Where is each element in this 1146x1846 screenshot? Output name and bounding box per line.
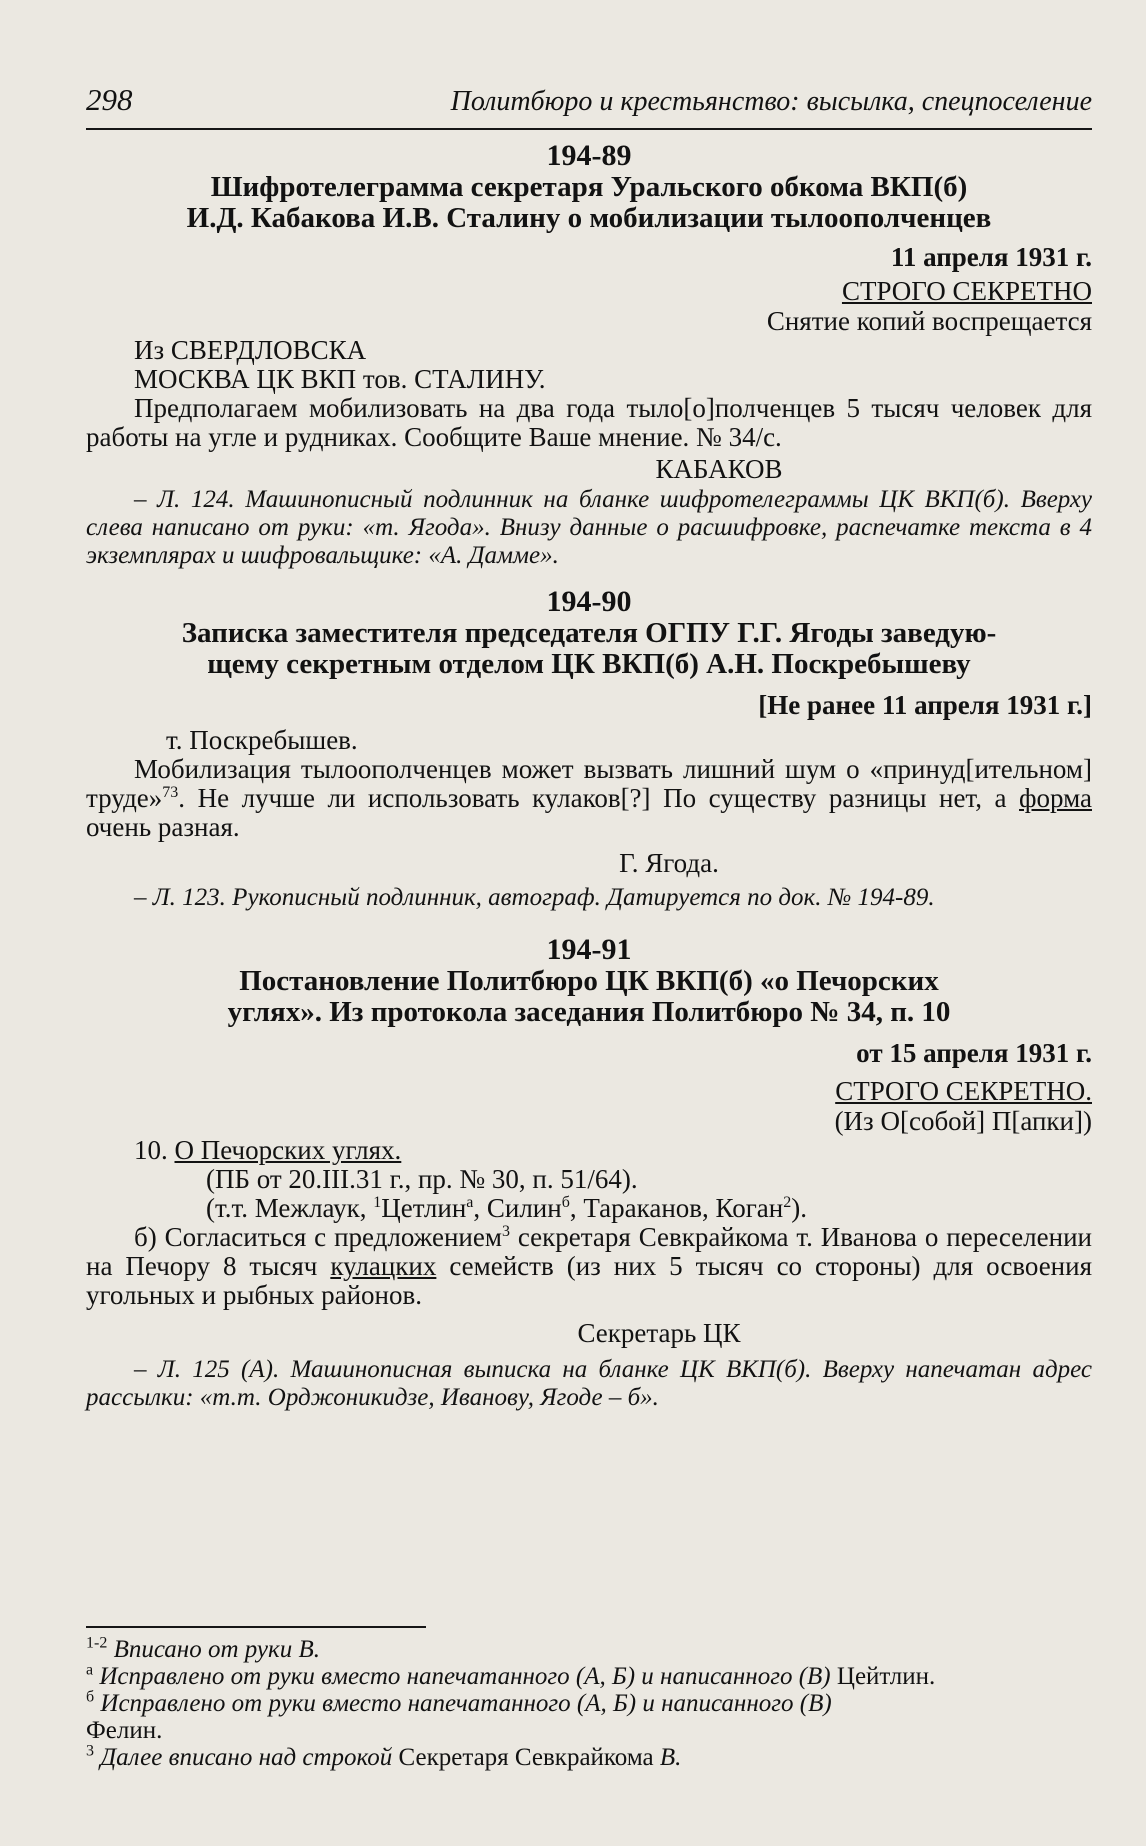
running-header <box>86 82 1092 130</box>
footnote-divider <box>86 1626 426 1628</box>
archival-note: – Л. 123. Рукописный подлинник, автограф. Датируется по док. № 194-89. <box>134 884 935 911</box>
document-number: 194-90 <box>546 585 632 618</box>
main-column <box>86 140 1092 1412</box>
footnote: $^3$ Далее вписано над строкой Секретаря Севкрайкома В. <box>86 1742 682 1771</box>
archival-note: – Л. 124. Машинописный подлинник на бланке шифротелеграммы ЦК ВКП(б). Вверху слева написано от руки: «т. Ягода». Внизу данные о расшифровке, распечатке текста в 4 экземплярах и шифровальщике: «А. Дамме». <box>86 486 1092 569</box>
document-body: Мобилизация тылоополченцев может вызвать лишний шум о «принуд[ительном] труде»$^{73}$. Не лучше ли использовать кулаков[?] По существу разницы нет, а форма очень разная. <box>86 754 1092 842</box>
secrecy-stamp: СТРОГО СЕКРЕТНО <box>841 276 1092 306</box>
footnote-ref: 3 <box>501 1223 510 1240</box>
document-194-90 <box>86 586 1092 912</box>
footnote-ref: 73 <box>162 784 179 801</box>
copy-restriction: Снятие копий воспрещается <box>766 306 1092 336</box>
document-title-line-2: И.Д. Кабакова И.В. Сталину о мобилизации тылоополченцев <box>186 202 992 234</box>
sender-line: Из СВЕРДЛОВСКА <box>134 335 367 365</box>
addressee: т. Поскребышев. <box>166 725 358 755</box>
footnotes <box>86 1636 1092 1771</box>
document-194-91 <box>86 934 1092 1412</box>
document-title-line-1: Постановление Политбюро ЦК ВКП(б) «о Печорских <box>239 965 939 997</box>
document-body: Предполагаем мобилизовать на два года тыло[о]полченцев 5 тысяч человек для работы на угле и рудниках. Сообщите Ваше мнение. № 34/с. <box>86 393 1092 452</box>
document-date: от 15 апреля 1931 г. <box>856 1038 1092 1068</box>
persons-line: (т.т. Межлаук, $^1$Цетлин$^а$, Силин$^б$, Тараканов, Коган$^2$). <box>206 1193 807 1223</box>
document-title-line-2: углях». Из протокола заседания Политбюро № 34, п. 10 <box>227 996 951 1028</box>
reference-line: (ПБ от 20.III.31 г., пр. № 30, п. 51/64). <box>206 1164 638 1194</box>
recipient-line: МОСКВА ЦК ВКП тов. СТАЛИНУ. <box>134 364 546 394</box>
page-number: 298 <box>86 82 133 117</box>
document-body: б) Согласиться с предложением$^3$ секретаря Севкрайкома т. Иванова о переселении на Печору 8 тысяч кулацких семейств (из них 5 тысяч со стороны) для освоения угольных и рыбных районов. <box>86 1222 1093 1310</box>
document-date: [Не ранее 11 апреля 1931 г.] <box>758 690 1092 720</box>
footnote: $^а$ Исправлено от руки вместо напечатанного (А, Б) и написанного (В) Цейтлин. <box>86 1661 936 1690</box>
running-title: Политбюро и крестьянство: высылка, спецпоселение <box>450 86 1092 117</box>
secrecy-stamp: СТРОГО СЕКРЕТНО. <box>835 1076 1092 1106</box>
signature: КАБАКОВ <box>655 454 783 484</box>
signature: Г. Ягода. <box>619 848 719 878</box>
document-number: 194-89 <box>546 139 632 172</box>
archival-note: – Л. 125 (А). Машинописная выписка на бланке ЦК ВКП(б). Вверху напечатан адрес рассылки: «т.т. Орджоникидзе, Иванову, Ягоде – б». <box>86 1356 1092 1411</box>
agenda-item: 10. О Печорских углях. <box>134 1135 402 1165</box>
document-title-line-1: Записка заместителя председателя ОГПУ Г.Г. Ягоды заведую- <box>181 617 997 649</box>
document-date: 11 апреля 1931 г. <box>890 242 1092 272</box>
footnote: $^{1-2}$ Вписано от руки В. <box>86 1634 320 1663</box>
underlined-word: форма <box>1019 783 1092 813</box>
signature: Секретарь ЦК <box>577 1318 741 1348</box>
document-number: 194-91 <box>546 933 632 966</box>
underlined-word: кулацких <box>330 1251 437 1281</box>
document-title-line-2: щему секретным отделом ЦК ВКП(б) А.Н. Поскребышеву <box>207 648 971 680</box>
footnote: $^б$ Исправлено от руки вместо напечатанного (А, Б) и написанного (В) Фелин. <box>86 1688 832 1744</box>
agenda-item-title: О Печорских углях. <box>174 1135 402 1165</box>
document-194-89 <box>86 140 1092 570</box>
special-folder-stamp: (Из О[собой] П[апки]) <box>834 1106 1092 1136</box>
document-title-line-1: Шифротелеграмма секретаря Уральского обкома ВКП(б) <box>210 171 968 203</box>
